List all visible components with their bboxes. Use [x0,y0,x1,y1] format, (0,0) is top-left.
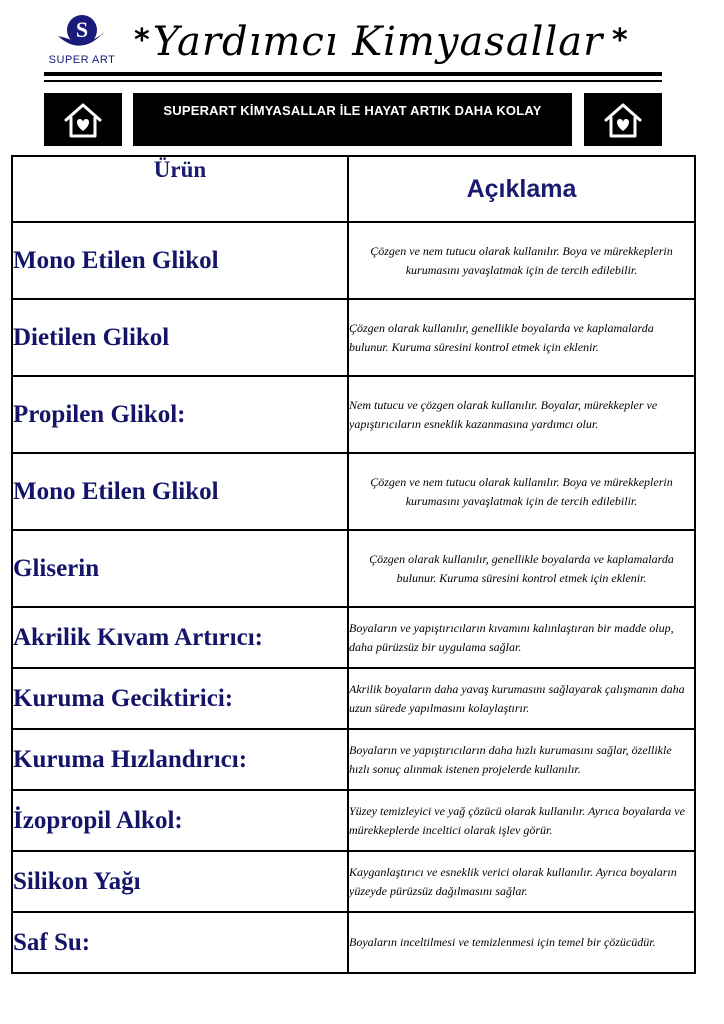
column-header-product: Ürün [12,156,348,222]
slogan-banner: SUPERART KİMYASALLAR İLE HAYAT ARTIK DAHA KOLAY [133,93,572,146]
product-description: Boyaların inceltilmesi ve temizlenmesi için temel bir çözücüdür. [348,912,695,973]
header-divider-thick [44,72,662,76]
products-table [11,155,696,974]
product-description: Çözgen olarak kullanılır, genellikle boyalarda ve kaplamalarda bulunur. Kuruma süresini kontrol etmek için eklenir. [348,530,695,607]
home-button-right[interactable] [584,93,662,146]
product-description: Yüzey temizleyici ve yağ çözücü olarak kullanılır. Ayrıca boyalarda ve mürekkeplerde inceltici olarak işlev görür. [348,790,695,851]
column-header-description: Açıklama [348,156,695,222]
brand-logo [44,10,120,68]
table-row [12,222,695,299]
product-description: Akrilik boyaların daha yavaş kurumasını sağlayarak çalışmanın daha uzun sürede yapılmasını kolaylaştırır. [348,668,695,729]
product-description: Çözgen ve nem tutucu olarak kullanılır. Boya ve mürekkeplerin kurumasını yavaşlatmak için de tercih edilebilir. [348,222,695,299]
table-row [12,530,695,607]
product-name: Mono Etilen Glikol [12,222,348,299]
product-name: Silikon Yağı [12,851,348,912]
product-name: Propilen Glikol: [12,376,348,453]
svg-text:S: S [75,17,89,42]
table-row [12,912,695,973]
table-row [12,376,695,453]
product-description: Çözgen olarak kullanılır, genellikle boyalarda ve kaplamalarda bulunur. Kuruma süresini kontrol etmek için eklenir. [348,299,695,376]
home-heart-icon [603,101,643,139]
home-heart-icon [63,101,103,139]
product-name: Kuruma Geciktirici: [12,668,348,729]
product-name: Mono Etilen Glikol [12,453,348,530]
table-header-row [12,156,695,222]
header-divider-thin [44,80,662,82]
product-description: Kayganlaştırıcı ve esneklik verici olarak kullanılır. Ayrıca boyaların yüzeyde pürüzsüz dağılmasını sağlar. [348,851,695,912]
table-row [12,668,695,729]
page-title: Yardımcı Kimyasallar [152,19,604,65]
table-row [12,607,695,668]
product-description: Nem tutucu ve çözgen olarak kullanılır. Boyalar, mürekkepler ve yapıştırıcıların esneklik kazanmasına yardımcı olur. [348,376,695,453]
product-name: Saf Su: [12,912,348,973]
product-description: Çözgen ve nem tutucu olarak kullanılır. Boya ve mürekkeplerin kurumasını yavaşlatmak için de tercih edilebilir. [348,453,695,530]
product-description: Boyaların ve yapıştırıcıların daha hızlı kurumasını sağlar, özellikle hızlı sonuç alınmak istenen projelerde kullanılır. [348,729,695,790]
table-row [12,729,695,790]
table-row [12,790,695,851]
star-decoration-right: * [612,23,628,58]
product-name: Dietilen Glikol [12,299,348,376]
table-row [12,453,695,530]
product-name: Gliserin [12,530,348,607]
home-button-left[interactable] [44,93,122,146]
table-row [12,299,695,376]
logo-text: SUPER ART [48,54,116,66]
product-name: Akrilik Kıvam Artırıcı: [12,607,348,668]
product-name: Kuruma Hızlandırıcı: [12,729,348,790]
table-row [12,851,695,912]
superart-logo-icon [54,10,110,54]
product-name: İzopropil Alkol: [12,790,348,851]
star-decoration-left: * [134,23,150,58]
product-description: Boyaların ve yapıştırıcıların kıvamını kalınlaştıran bir madde olup, daha pürüzsüz bir uygulama sağlar. [348,607,695,668]
